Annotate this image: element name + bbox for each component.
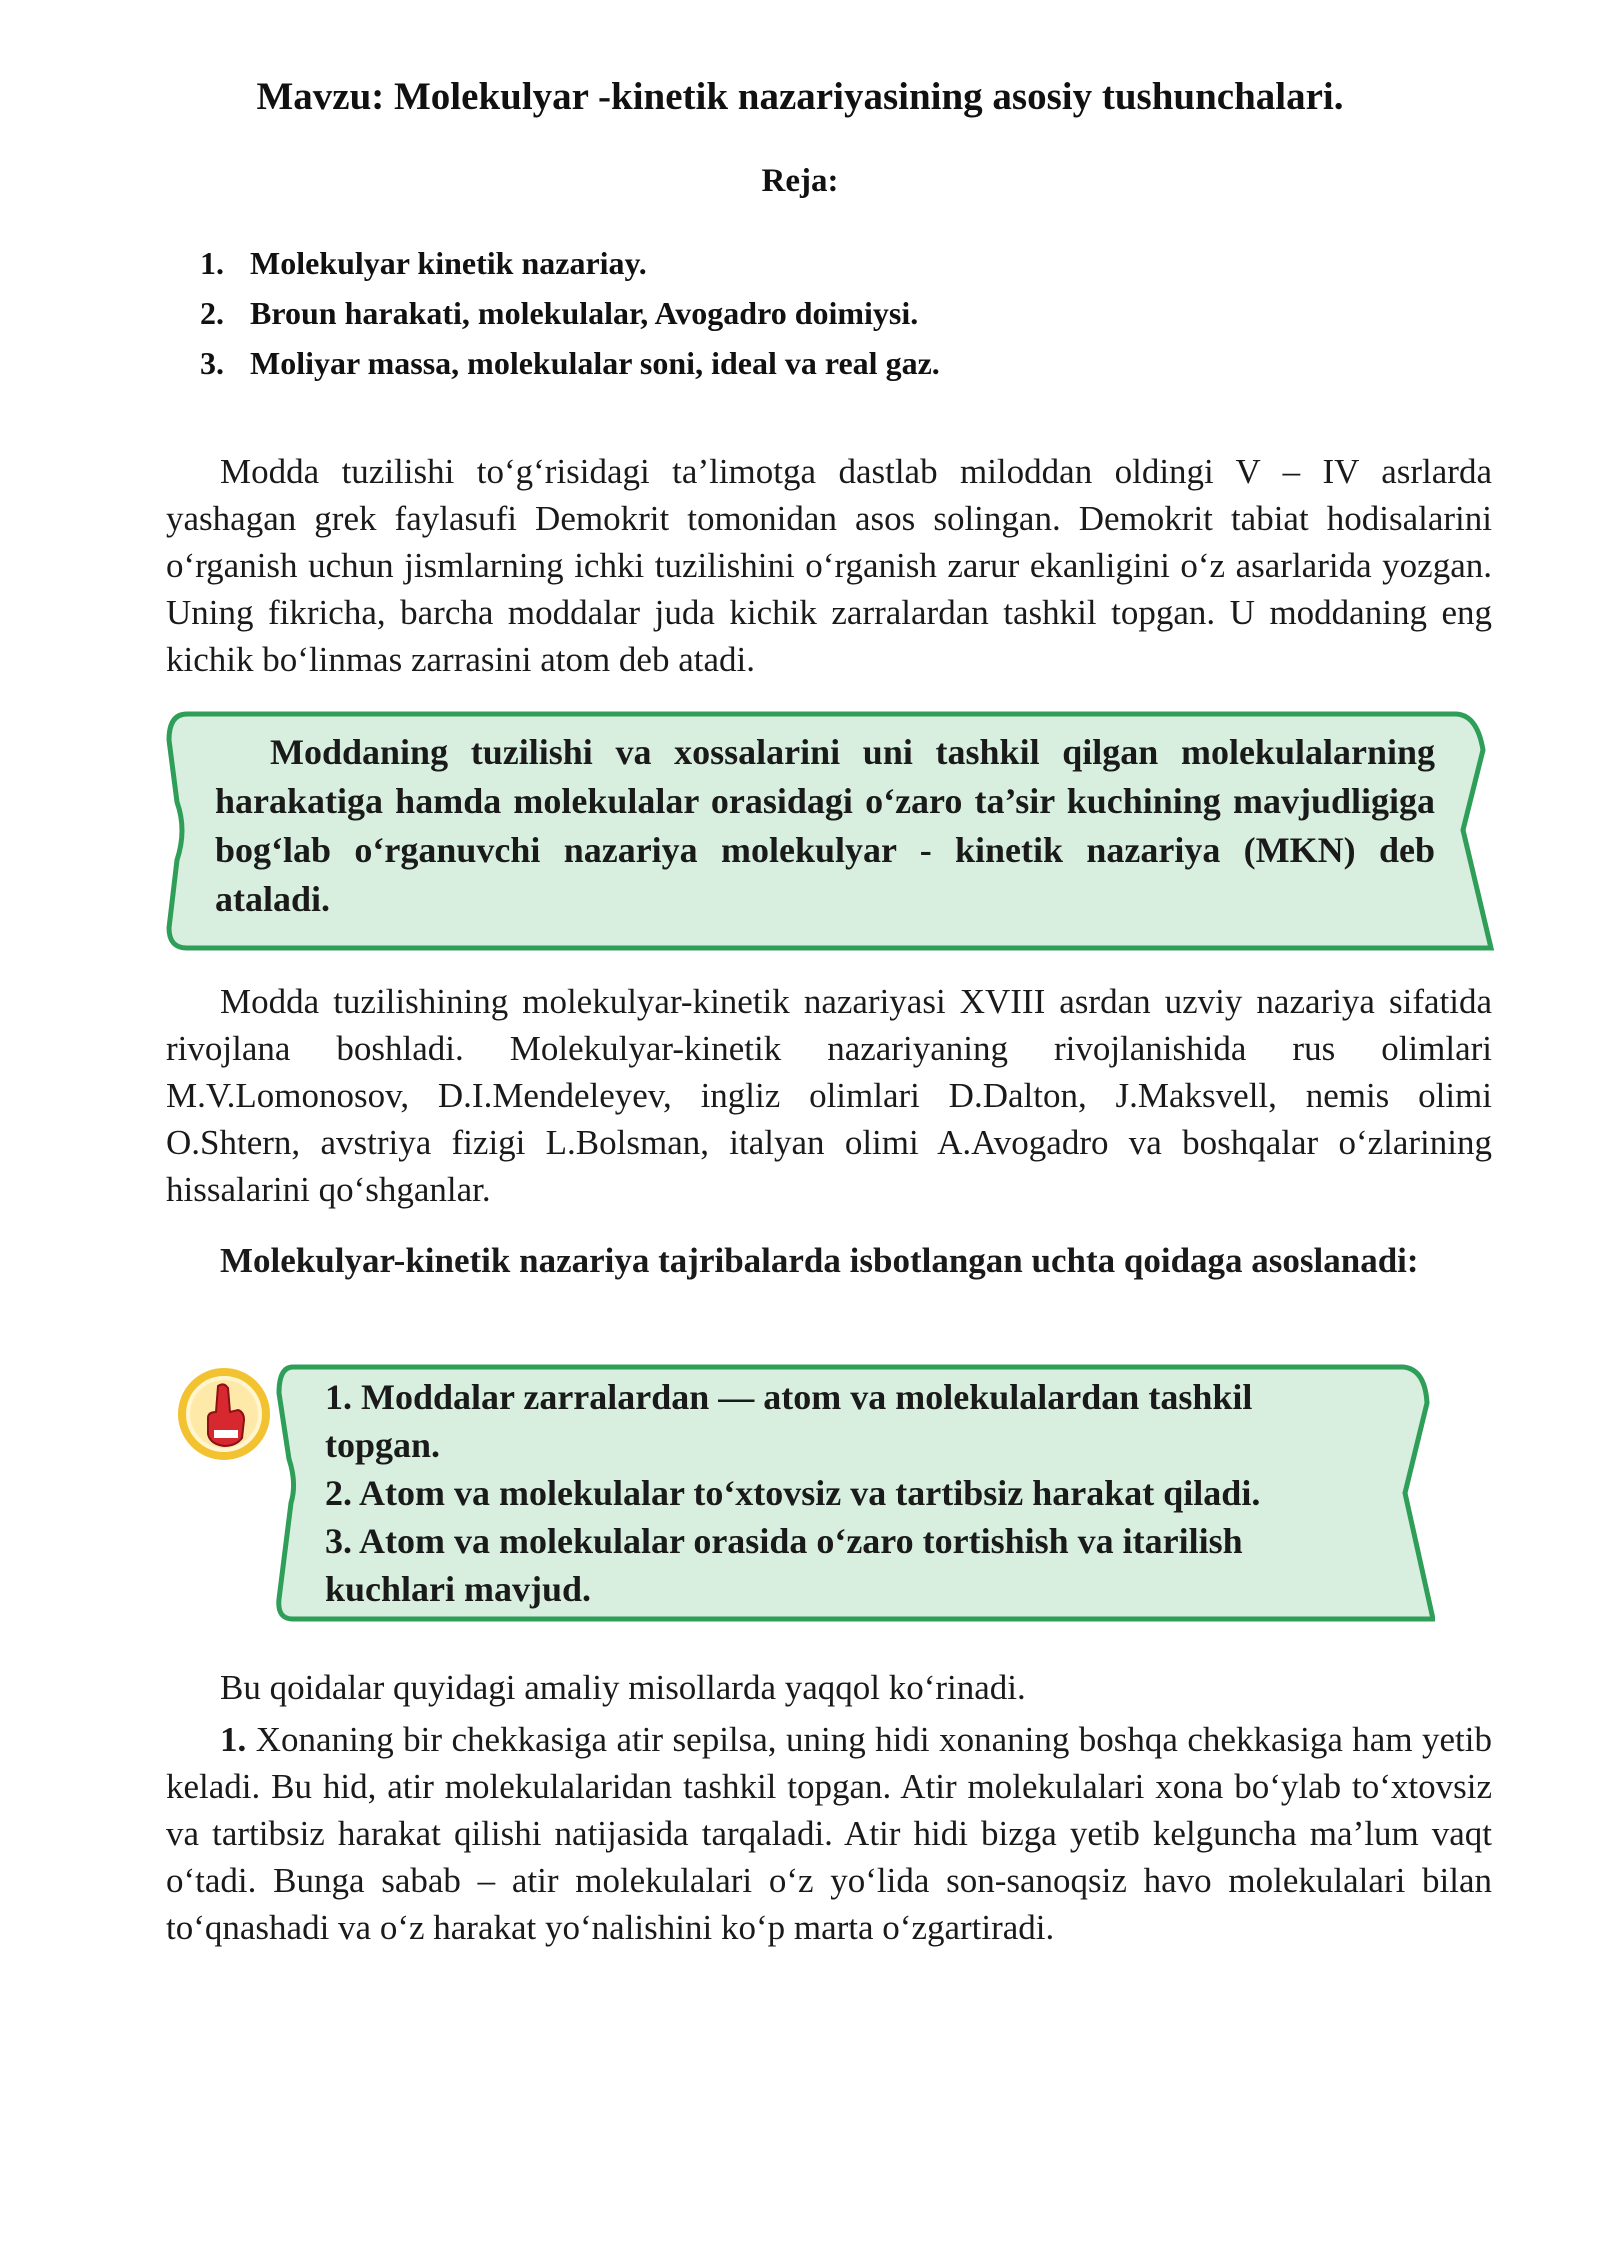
plan-item [200,238,940,288]
rule-line: kuchlari mavjud. [325,1569,592,1609]
rule-line: 3. Atom va molekulalar orasida o‘zaro tortishish va itarilish [325,1521,1243,1561]
definition-text-content: Moddaning tuzilishi va xossalarini uni tashkil qilgan molekulalarning harakatiga hamda molekulalar orasidagi o‘zaro ta’sir kuchining mavjudligiga bog‘lab o‘rganuvchi nazariya molekulyar - kinetik nazariya (MKN) deb ataladi. [215,732,1435,919]
principles-intro: Molekulyar-kinetik nazariya tajribalarda isbotlangan uchta qoidaga asoslanadi: [220,1241,1419,1280]
rules-list [325,1373,1395,1613]
examples-intro: Bu qoidalar quyidagi amaliy misollarda yaqqol ko‘rinadi. [220,1668,1026,1707]
rule-line: 2. Atom va molekulalar to‘xtovsiz va tartibsiz harakat qiladi. [325,1473,1261,1513]
intro-paragraph [166,448,1492,698]
plan-item-text: Molekulyar kinetik nazariay. [250,245,647,281]
plan-item [200,288,940,338]
intro-paragraph-text: Modda tuzilishi to‘g‘risidagi ta’limotga dastlab miloddan oldingi V – IV asrlarda yashagan grek faylasufi Demokrit tomonidan asos solingan. Demokrit tabiat hodisalarini o‘rganish uchun jismlarning ichki tuzilishini o‘rganish zarur ekanligini o‘z asarlarida yozgan. Uning fikricha, barcha moddalar juda kichik zarralardan tashkil topgan. U moddaning eng kichik bo‘linmas zarrasini atom deb atadi. [166,452,1492,679]
rule-line: topgan. [325,1425,441,1465]
definition-text [215,728,1435,924]
rule-line: 1. Moddalar zarralardan — atom va molekulalardan tashkil [325,1377,1253,1417]
definition-box [165,710,1495,954]
plan-item-text: Broun harakati, molekulalar, Avogadro doimiysi. [250,295,919,331]
plan-heading: Reja: [761,163,839,199]
example-text: Xonaning bir chekkasiga atir sepilsa, uning hidi xonaning boshqa chekkasiga ham yetib keladi. Bu hid, atir molekulalaridan tashkil topgan. Atir molekulalari xona bo‘ylab to‘xtovsiz va tartibsiz harakat qilishi natijasida tarqaladi. Atir hidi bizga yetib kelguncha ma’lum vaqt o‘tadi. Bunga sabab – atir molekulalari o‘z yo‘lida son-sanoqsiz havo molekulalari bilan to‘qnashadi va o‘z harakat yo‘nalishini ko‘p marta o‘zgartiradi. [166,1720,1493,1947]
rules-box [275,1363,1435,1625]
history-paragraph: Modda tuzilishining molekulyar-kinetik nazariyasi XVIII asrdan uzviy nazariya sifatida rivojlana boshladi. Molekulyar-kinetik nazariyaning rivojlanishida rus olimlari M.V.Lomonosov, D.I.Mendeleyev, ingliz olimlari D.Dalton, J.Maksvell, nemis olimi O.Shtern, avstriya fizigi L.Bolsman, italyan olimi A.Avogadro va boshqalar o‘zlarining hissalarini qo‘shganlar. [166,982,1492,1209]
page-title: Mavzu: Molekulyar -kinetik nazariyasining asosiy tushunchalari. [256,75,1344,118]
plan-item [200,338,940,388]
plan-item-number: 2. [200,295,224,331]
plan-item-text: Moliyar massa, molekulalar soni, ideal va real gaz. [250,345,940,381]
example-paragraph [166,1716,1492,1951]
example-number: 1. [220,1720,247,1759]
pointing-hand-icon [178,1368,270,1460]
plan-item-number: 1. [200,245,224,281]
plan-item-number: 3. [200,345,224,381]
plan-list [200,238,940,388]
